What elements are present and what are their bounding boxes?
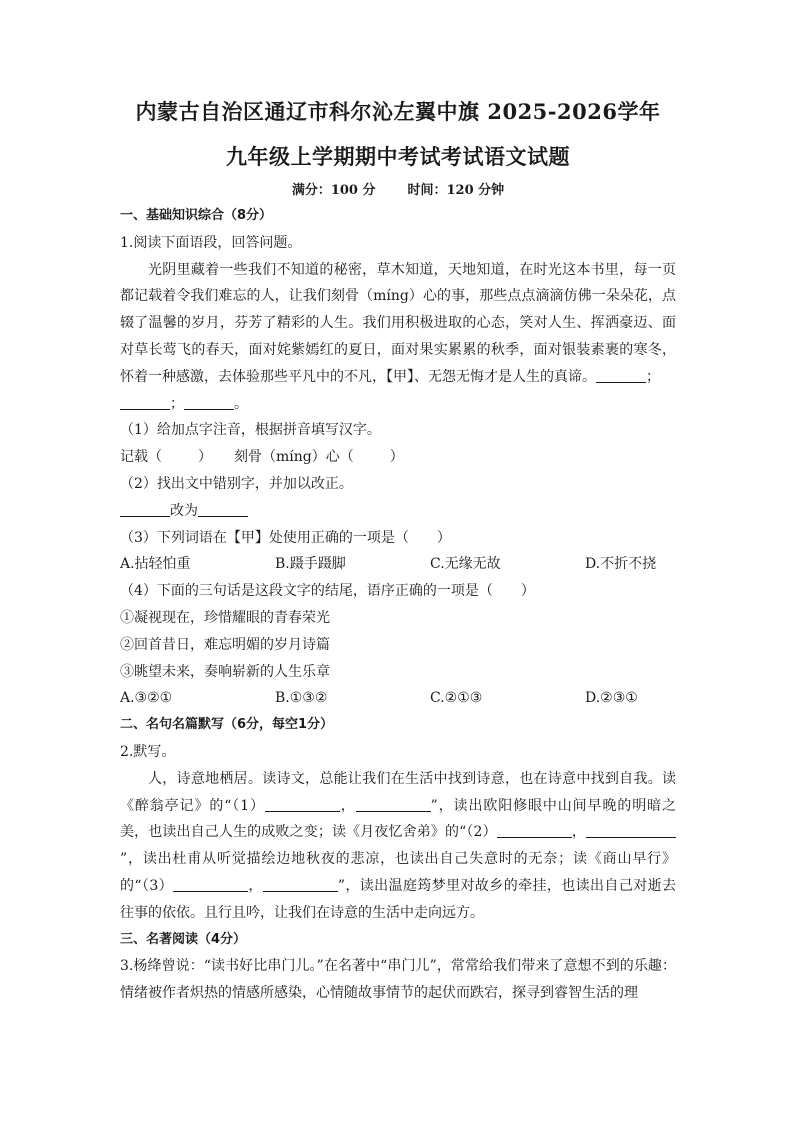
poem-prompt: ”，读出温庭筠梦里对故乡的牵挂，也读出自己对逝去往事的依依。且行且吟，让我们在诗意的生活中走向远方。 [120,877,677,921]
option-b[interactable]: B.蹑手蹑脚 [275,556,346,573]
punctuation: ； [646,368,660,385]
q1-sub1-answers [120,444,676,471]
section2-heading: 二、名句名篇默写（6分，每空1分） [120,717,334,733]
punctuation: ， [248,877,263,894]
option-d[interactable]: D.②③① [585,690,638,707]
punctuation: ， [339,797,356,814]
pinyin-prompt: 记载（ [120,449,162,466]
exam-title-line2: 九年级上学期期中考试考试语文试题 [226,144,570,169]
option-d[interactable]: D.不折不挠 [585,556,657,573]
q1-sub4-options [120,685,676,712]
option-c[interactable]: C.②①③ [430,690,483,707]
time-info: 时间：120 分钟 [407,183,505,198]
answer-blank[interactable] [184,393,234,410]
q1-sub2: （2）找出文中错别字，并加以改正。 [120,475,353,492]
punctuation: ； [170,395,184,412]
option-b[interactable]: B.①③② [275,690,328,707]
punctuation: ， [571,824,586,841]
paren: ） [389,449,404,466]
poem-prompt: ”，读出欧阳修眼中山间早晚的明暗之美，也读出自己人生的成败之变；读《月夜忆舍弟》的“（2） [120,797,676,841]
q1-sub1: （1）给加点字注音，根据拼音填写汉字。 [120,422,381,439]
answer-blank[interactable] [198,500,248,517]
q1-sub3: （3）下列词语在【甲】处使用正确的一项是（ ） [120,529,451,546]
answer-blank[interactable] [497,821,572,838]
q2-stem: 2.默写。 [120,743,176,760]
section1-heading: 一、基础知识综合（8分） [120,208,273,223]
answer-blank[interactable] [586,821,676,838]
sentence-2: ②回首昔日，难忘明媚的岁月诗篇 [120,636,330,653]
q1-sub4: （4）下面的三句话是这段文字的结尾，语序正确的一项是（ ） [120,583,535,600]
q1-stem: 1.阅读下面语段，回答问题。 [120,234,302,251]
passage-text: 光阴里藏着一些我们不知道的秘密，草木知道，天地知道，在时光这本书里，每一页都记载着令我们难忘的人，让我们刻骨（míng）心的事，那些点点滴滴仿佛一朵朵花，点辍了温馨的岁月，芬芳了精彩的人生。我们用积极进取的心态，笑对人生、挥洒豪迈、面对草长莺飞的春天，面对姹紫嫣红的夏日，面对果实累累的秋季，面对银装素裹的寒冬，怀着一种感激，去体验那些平凡中的不凡，【甲】、无怨无悔才是人生的真谛。 [120,261,676,385]
sentence-3: ③眺望未来，奏响崭新的人生乐章 [120,663,330,680]
answer-blank[interactable] [120,500,170,517]
q1-passage [120,257,676,391]
answer-blank[interactable] [265,795,340,812]
answer-blank[interactable] [356,795,431,812]
answer-blank[interactable] [120,393,170,410]
passage-blanks-line [120,391,676,418]
exam-title-line1: 内蒙古自治区通辽市科尔沁左翼中旗 2025-2026学年 [135,99,661,124]
option-a[interactable]: A.拈轻怕重 [120,556,191,573]
poem-prompt: ”，读出杜甫从听觉描绘边地秋夜的悲凉，也读出自己失意时的无奈；读《商山早行》的“（3） [120,851,676,894]
punctuation: 。 [234,395,248,412]
score-info: 满分：100 分 [291,183,376,198]
hanzi-prompt: 刻骨（míng）心（ [234,449,354,466]
q1-sub2-answer [120,498,676,525]
correction-label: 改为 [170,502,198,519]
exam-meta [120,179,676,199]
q1-sub3-options [120,551,676,578]
section3-heading: 三、名著阅读（4分） [120,931,247,947]
answer-blank[interactable] [263,875,338,892]
answer-blank[interactable] [596,366,646,383]
q3-text: 3.杨绛曾说：“读书好比串门儿。”在名著中“串门儿”，常常给我们带来了意想不到的乐趣：情绪被作者炽热的情感所感染，心情随故事情节的起伏而跌宕，探寻到睿智生活的理 [120,958,676,1002]
option-a[interactable]: A.③②① [120,690,173,707]
answer-blank[interactable] [173,875,248,892]
poem-prompt: 人，诗意地栖居。读诗文，总能让我们在生活中找到诗意，也在诗意中找到自我。读《醉翁亭记》的“（1） [120,770,676,814]
sentence-1: ①凝视现在，珍惜耀眼的青春荣光 [120,609,330,626]
paren: ） [198,449,212,466]
option-c[interactable]: C.无缘无故 [430,556,501,573]
q2-passage [120,766,676,927]
